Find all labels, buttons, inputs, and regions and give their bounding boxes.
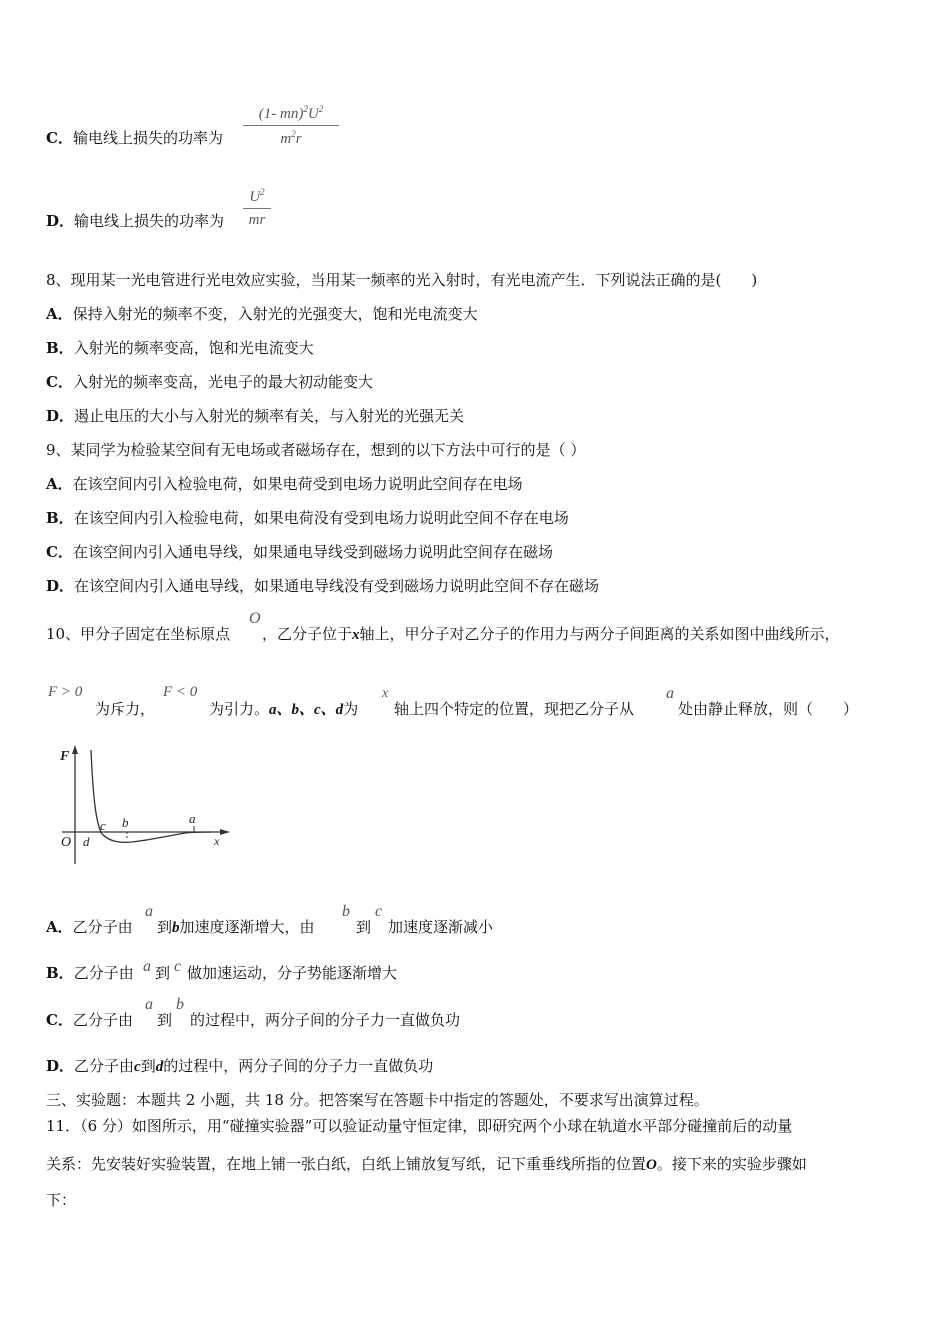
q8-option-b: B．入射光的频率变高，饱和光电流变大 bbox=[46, 339, 314, 357]
option-text: 输电线上损失的功率为 bbox=[74, 212, 225, 230]
q10-option-b-part3: 做加速运动，分子势能逐渐增大 bbox=[187, 964, 398, 982]
b-label: b bbox=[122, 815, 129, 830]
q10-option-a-part2: 到b加速度逐渐增大，由 bbox=[157, 918, 315, 936]
section-heading: 三、实验题：本题共 2 小题，共 18 分。把答案写在答题卡中指定的答题处，不要求写出演算过程。 bbox=[46, 1091, 709, 1109]
q10-b-sym-a: a bbox=[143, 958, 151, 975]
option-text: 输电线上损失的功率为 bbox=[72, 129, 223, 147]
q10-option-a-part3: 到 bbox=[356, 918, 372, 936]
q10-option-c-part3: 的过程中，两分子间的分子力一直做负功 bbox=[190, 1011, 461, 1029]
option-label: D． bbox=[46, 212, 75, 230]
q10-symbol-o: O bbox=[249, 610, 261, 627]
q10-a-sym-b: b bbox=[342, 903, 350, 920]
q10-symbol-a: a bbox=[666, 685, 674, 702]
q10-option-c-part1: C．乙分子由 bbox=[46, 1011, 133, 1029]
force-distance-graph bbox=[50, 742, 240, 870]
c-label: c bbox=[100, 818, 106, 833]
q10-f-negative: F < 0 bbox=[163, 684, 198, 700]
q7-c-fraction: (1- $mn)^2U^2$ $m^2r$ bbox=[243, 104, 339, 148]
q10-b-sym-c: c bbox=[174, 958, 182, 975]
q9-option-a: A．在该空间内引入检验电荷，如果电荷受到电场力说明此空间存在电场 bbox=[46, 475, 523, 493]
q10-attract-text: 为引力。a、b、c、d为 bbox=[209, 700, 359, 718]
q10-stem-line1-rest: ，乙分子位于x轴上，甲分子对乙分子的作用力与两分子间距离的关系如图中曲线所示， bbox=[262, 625, 840, 643]
q9-stem: 9、某同学为检验某空间有无电场或者磁场存在，想到的以下方法中可行的是（ ） bbox=[46, 441, 586, 459]
q10-c-sym-a: a bbox=[145, 996, 153, 1013]
f-label: F bbox=[60, 749, 70, 764]
q8-option-c: C．入射光的频率变高，光电子的最大初动能变大 bbox=[46, 373, 373, 391]
a-label: a bbox=[189, 811, 196, 826]
q10-option-a-part4: 加速度逐渐减小 bbox=[388, 918, 494, 936]
d-label: d bbox=[83, 834, 90, 849]
q10-a-sym-a: a bbox=[145, 903, 153, 920]
q10-option-a-part1: A．乙分子由 bbox=[46, 918, 133, 936]
origin-label: O bbox=[61, 835, 72, 850]
q9-option-c: C．在该空间内引入通电导线，如果通电导线受到磁场力说明此空间存在磁场 bbox=[46, 543, 553, 561]
q9-option-b: B．在该空间内引入检验电荷，如果电荷没有受到电场力说明此空间不存在电场 bbox=[46, 509, 569, 527]
q7-option-c bbox=[46, 128, 223, 148]
q10-axis-text: 轴上四个特定的位置，现把乙分子从 bbox=[394, 700, 635, 718]
x-label: x bbox=[214, 834, 220, 848]
q7-d-fraction: $U^2$ mr bbox=[243, 187, 271, 229]
q10-option-b-part1: B．乙分子由 bbox=[46, 964, 134, 982]
f-axis-arrow bbox=[72, 745, 78, 754]
q10-release-text: 处由静止释放，则（ ） bbox=[678, 700, 859, 718]
q11-line2: 关系：先安装好实验装置，在地上铺一张白纸，白纸上铺放复写纸，记下重垂线所指的位置O。接下来的实验步骤如 bbox=[46, 1155, 807, 1173]
q9-option-d: D．在该空间内引入通电导线，如果通电导线没有受到磁场力说明此空间不存在磁场 bbox=[46, 577, 600, 595]
q10-c-sym-b: b bbox=[176, 996, 184, 1013]
q10-symbol-x: x bbox=[382, 686, 389, 701]
q10-repulse-text: 为斥力， bbox=[95, 700, 156, 718]
q10-option-c-part2: 到 bbox=[157, 1011, 173, 1029]
q10-option-b-part2: 到 bbox=[155, 964, 171, 982]
option-label: C． bbox=[46, 129, 73, 147]
q8-option-d: D．遏止电压的大小与入射光的频率有关，与入射光的光强无关 bbox=[46, 407, 465, 425]
x-axis-arrow bbox=[220, 829, 230, 835]
q7-option-d bbox=[46, 211, 224, 231]
q8-option-a: A．保持入射光的频率不变，入射光的光强变大，饱和光电流变大 bbox=[46, 305, 478, 323]
q11-line3: 下： bbox=[46, 1191, 77, 1209]
q8-stem: 8、现用某一光电管进行光电效应实验，当用某一频率的光入射时，有光电流产生．下列说法正确的是( ) bbox=[46, 271, 758, 289]
q10-f-positive: F > 0 bbox=[48, 684, 83, 700]
q10-a-sym-c: c bbox=[375, 903, 383, 920]
q10-option-d: D．乙分子由c到d的过程中，两分子间的分子力一直做负功 bbox=[46, 1057, 434, 1075]
q11-line1: 11．（6 分）如图所示，用“碰撞实验器”可以验证动量守恒定律，即研究两个小球在轨道水平部分碰撞前后的动量 bbox=[46, 1117, 793, 1135]
q10-stem-part1: 10、甲分子固定在坐标原点 bbox=[46, 625, 231, 643]
